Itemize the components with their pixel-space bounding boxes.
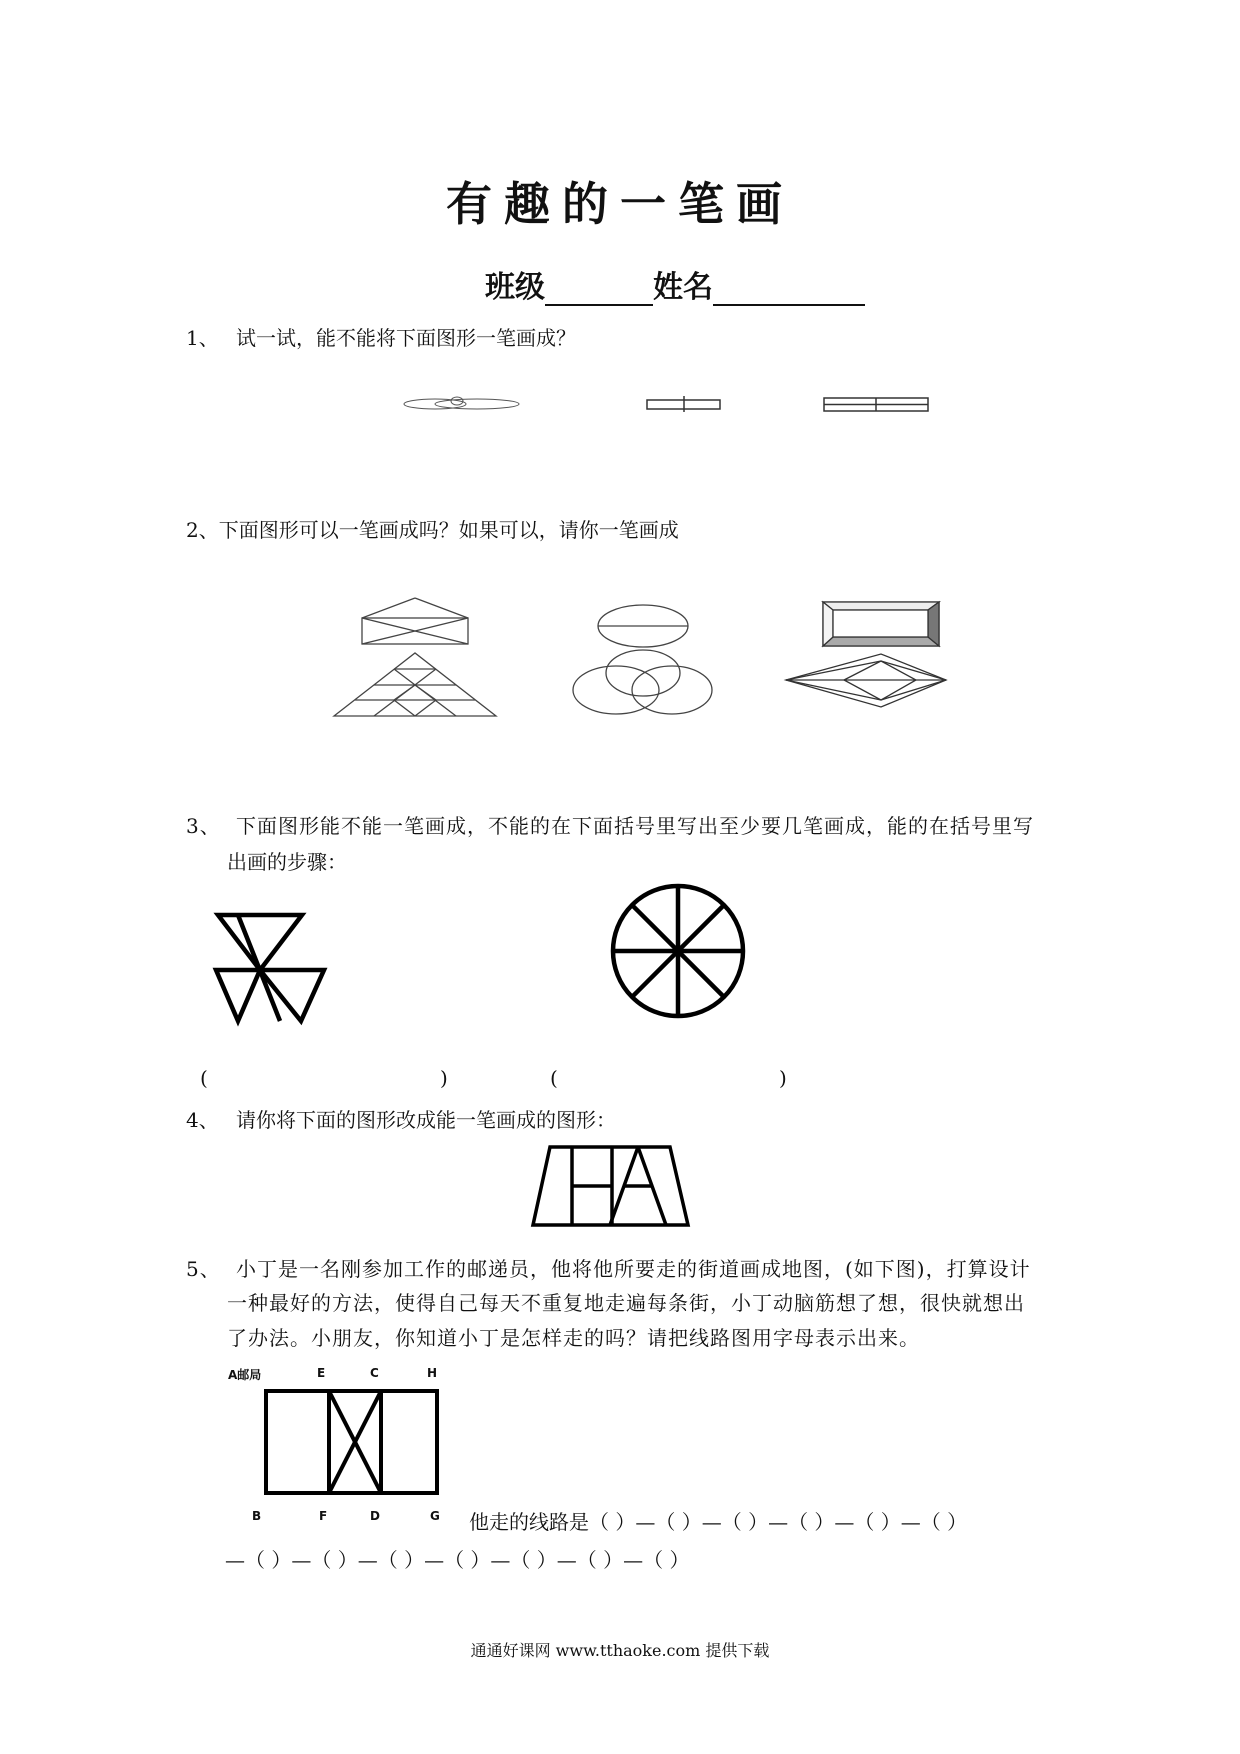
answer-bracket-open[interactable]: (: [200, 1066, 208, 1090]
map-label-g: G: [430, 1509, 440, 1523]
name-field[interactable]: [713, 274, 865, 306]
q4-figure-trapezoid: [530, 1144, 710, 1234]
page-title: 有趣的一笔画: [446, 177, 794, 231]
question-5: [186, 1253, 1031, 1282]
footer-credit: 通通好课网 www.tthaoke.com 提供下载: [470, 1641, 770, 1660]
question-text: 下面图形能不能一笔画成，不能的在下面括号里写出至少要几笔画成，能的在括号里写: [236, 814, 1034, 838]
q3-figure-triangles: [213, 912, 333, 1037]
question-number: 4、: [186, 1108, 219, 1132]
q2-figure-circles: [572, 604, 712, 714]
question-number: 5、: [186, 1257, 221, 1281]
question-number: 2、: [186, 518, 219, 542]
name-label: 姓名: [653, 270, 713, 305]
q2-figure-envelope-triangle: [332, 596, 512, 731]
question-text: 小丁是一名刚参加工作的邮递员，他将他所要走的街道画成地图，(如下图)，打算设计: [236, 1257, 1031, 1281]
question-3-continued: 出画的步骤：: [227, 850, 347, 874]
question-1: [186, 322, 576, 351]
map-label-f: F: [319, 1509, 328, 1523]
question-3: [186, 810, 1034, 839]
question-text: 下面图形可以一笔画成吗？如果可以，请你一笔画成: [218, 518, 679, 542]
answer-bracket-open[interactable]: (: [550, 1066, 558, 1090]
answer-bracket-close[interactable]: ): [779, 1066, 787, 1090]
map-label-h: H: [427, 1366, 438, 1380]
map-label-d: D: [370, 1509, 380, 1523]
question-2: [186, 514, 679, 543]
q3-figure-wheel: [611, 883, 751, 1023]
q1-figure-cross: [646, 396, 726, 416]
question-4: [186, 1104, 616, 1133]
class-field[interactable]: [545, 274, 653, 306]
answer-bracket-close[interactable]: ): [440, 1066, 448, 1090]
question-number: 3、: [186, 814, 221, 838]
map-label-b: B: [252, 1509, 262, 1523]
class-name-line: [485, 262, 865, 306]
class-label: 班级: [485, 270, 545, 305]
map-label-c: C: [370, 1366, 379, 1380]
route-answer-line-1[interactable]: 他走的线路是（ ）—（ ）—（ ）—（ ）—（ ）—（ ）: [469, 1510, 968, 1534]
q5-street-map: [263, 1388, 443, 1503]
map-label-a: A邮局: [228, 1368, 262, 1382]
question-number: 1、: [186, 326, 219, 350]
question-5-continued-1: 一种最好的方法，使得自己每天不重复地走遍每条街，小丁动脑筋想了想，很快就想出: [227, 1291, 1025, 1315]
q2-figure-frame-diamond: [784, 601, 954, 721]
question-text: 请你将下面的图形改成能一笔画成的图形：: [236, 1108, 616, 1132]
q1-figure-double-rect: [823, 397, 933, 417]
map-label-e: E: [317, 1366, 326, 1380]
question-5-continued-2: 了办法。小朋友，你知道小丁是怎样走的吗？请把线路图用字母表示出来。: [227, 1326, 920, 1350]
q1-figure-ovals: [403, 393, 523, 413]
question-text: 试一试，能不能将下面图形一笔画成？: [236, 326, 576, 350]
route-answer-line-2[interactable]: —（ ）—（ ）—（ ）—（ ）—（ ）—（ ）—（ ）: [225, 1548, 690, 1572]
